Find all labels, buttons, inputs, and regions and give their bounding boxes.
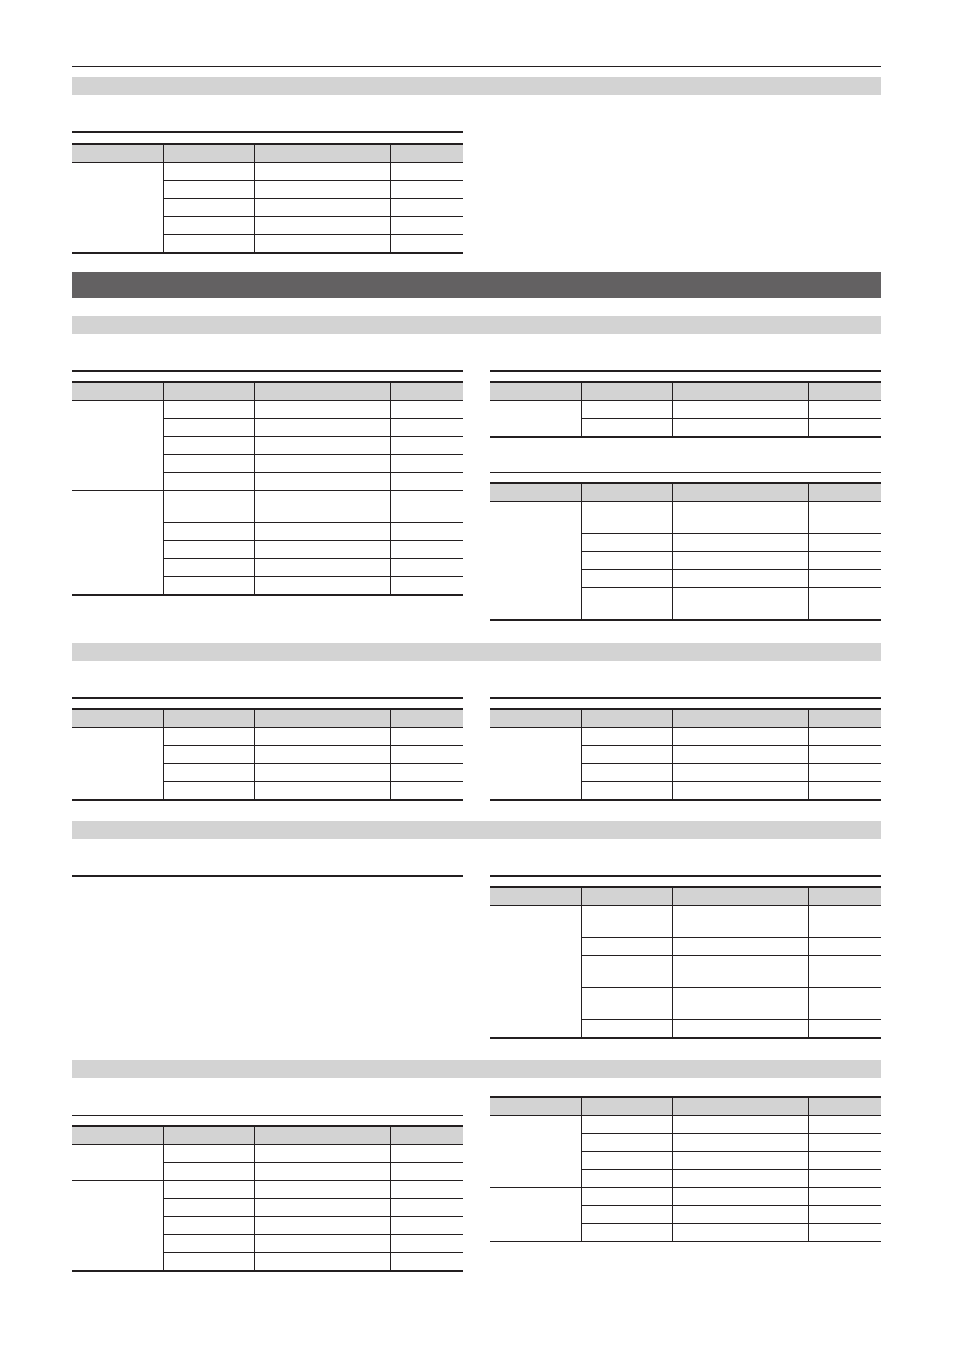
table-cell [672, 1170, 808, 1188]
column-header [808, 483, 881, 502]
table-cell [254, 746, 390, 764]
table-cell [581, 588, 672, 620]
table-cell [163, 235, 254, 253]
table-cell [163, 728, 254, 746]
table-cell [163, 577, 254, 595]
table-cell [163, 437, 254, 455]
table-cell [808, 1206, 881, 1224]
table-cell [163, 1235, 254, 1253]
table-cell [490, 728, 581, 800]
spec-table [72, 697, 463, 801]
table-cell [254, 782, 390, 800]
column-header [581, 483, 672, 502]
table-cell [390, 401, 463, 419]
section-band [72, 77, 881, 95]
table-cell [808, 782, 881, 800]
table-cell [581, 1152, 672, 1170]
table-cell [390, 163, 463, 181]
table-cell [163, 764, 254, 782]
table-cell [581, 746, 672, 764]
spec-table [490, 1096, 881, 1242]
column-header [390, 144, 463, 163]
table-cell [390, 181, 463, 199]
table-cell [254, 1253, 390, 1271]
table-cell [672, 570, 808, 588]
table-cell [163, 1199, 254, 1217]
table-cell [254, 199, 390, 217]
column-header [163, 382, 254, 401]
column-header [672, 382, 808, 401]
table-cell [163, 181, 254, 199]
table-cell [581, 1134, 672, 1152]
table-cell [254, 1217, 390, 1235]
table-cell [390, 437, 463, 455]
table-cell [390, 1235, 463, 1253]
table-cell [808, 764, 881, 782]
column-header [163, 1126, 254, 1145]
table-cell [390, 577, 463, 595]
table-cell [163, 523, 254, 541]
table-cell [163, 455, 254, 473]
table-cell [254, 577, 390, 595]
table-cell [390, 235, 463, 253]
table-cell [390, 1181, 463, 1199]
table-cell [390, 1217, 463, 1235]
table-cell [254, 523, 390, 541]
column-header [581, 709, 672, 728]
table-cell [163, 401, 254, 419]
table-cell [672, 1020, 808, 1038]
table-cell [808, 502, 881, 534]
table-cell [808, 1134, 881, 1152]
chapter-band [72, 272, 881, 298]
table-cell [581, 938, 672, 956]
section-band [72, 643, 881, 661]
table-cell [163, 1217, 254, 1235]
table-cell [581, 534, 672, 552]
column-header [672, 483, 808, 502]
column-header [72, 1126, 163, 1145]
table-cell [581, 1020, 672, 1038]
table-cell [581, 419, 672, 437]
table-cell [254, 181, 390, 199]
column-header [808, 709, 881, 728]
table-cell [390, 199, 463, 217]
table-cell [163, 541, 254, 559]
table-cell [808, 728, 881, 746]
column-header [254, 1126, 390, 1145]
table-cell [254, 1145, 390, 1163]
table-cell [254, 764, 390, 782]
table-cell [808, 1020, 881, 1038]
table-cell [581, 728, 672, 746]
spec-table [72, 131, 463, 254]
table-cell [163, 1163, 254, 1181]
table-cell [581, 1188, 672, 1206]
column-header [72, 709, 163, 728]
table-cell [808, 588, 881, 620]
table-cell [163, 1145, 254, 1163]
column-header [72, 382, 163, 401]
table-cell [163, 1181, 254, 1199]
spec-table [490, 697, 881, 801]
spec-table [490, 472, 881, 621]
column-header [254, 382, 390, 401]
table-cell [163, 163, 254, 181]
column-header [254, 709, 390, 728]
column-header [672, 709, 808, 728]
table-cell [581, 1224, 672, 1242]
table-cell [390, 491, 463, 523]
table-cell [808, 534, 881, 552]
table-cell [163, 746, 254, 764]
spec-table [490, 370, 881, 438]
table-cell [672, 588, 808, 620]
table-cell [390, 217, 463, 235]
table-cell [672, 956, 808, 988]
table-cell [490, 1116, 581, 1188]
table-cell [672, 746, 808, 764]
table-cell [163, 1253, 254, 1271]
table-cell [490, 1188, 581, 1242]
table-cell [808, 1116, 881, 1134]
table-cell [581, 552, 672, 570]
table-cell [581, 502, 672, 534]
table-cell [163, 419, 254, 437]
section-band [72, 1060, 881, 1078]
column-header [390, 709, 463, 728]
column-header [163, 709, 254, 728]
column-header [672, 887, 808, 906]
table-cell [672, 534, 808, 552]
table-cell [163, 491, 254, 523]
table-cell [808, 956, 881, 988]
table-cell [254, 473, 390, 491]
table-cell [254, 491, 390, 523]
table-cell [72, 728, 163, 800]
column-header [808, 887, 881, 906]
table-cell [808, 570, 881, 588]
table-cell [254, 1199, 390, 1217]
table-cell [163, 559, 254, 577]
table-cell [581, 1206, 672, 1224]
table-cell [808, 988, 881, 1020]
table-cell [808, 1224, 881, 1242]
table-cell [390, 473, 463, 491]
table-cell [254, 1163, 390, 1181]
table-cell [581, 988, 672, 1020]
column-header [163, 144, 254, 163]
table-cell [672, 1206, 808, 1224]
column-header [581, 1097, 672, 1116]
table-cell [672, 1152, 808, 1170]
column-header [490, 382, 581, 401]
table-cell [581, 401, 672, 419]
column-header [72, 144, 163, 163]
table-cell [672, 1224, 808, 1242]
column-header [490, 887, 581, 906]
table-cell [390, 541, 463, 559]
table-cell [808, 1170, 881, 1188]
column-header [390, 382, 463, 401]
table-cell [808, 746, 881, 764]
table-cell [72, 491, 163, 595]
table-cell [163, 199, 254, 217]
section-band [72, 821, 881, 839]
table-cell [672, 1134, 808, 1152]
table-cell [390, 782, 463, 800]
table-cell [672, 782, 808, 800]
table-cell [390, 728, 463, 746]
table-cell [72, 1181, 163, 1271]
table-cell [672, 552, 808, 570]
table-cell [490, 906, 581, 1038]
spec-table [490, 875, 881, 1039]
table-cell [672, 938, 808, 956]
table-cell [254, 419, 390, 437]
column-header [490, 709, 581, 728]
table-cell [581, 782, 672, 800]
table-cell [390, 1199, 463, 1217]
table-cell [390, 419, 463, 437]
table-cell [808, 419, 881, 437]
column-header [390, 1126, 463, 1145]
table-cell [808, 1152, 881, 1170]
table-cell [581, 956, 672, 988]
table-cell [390, 1253, 463, 1271]
table-cell [390, 455, 463, 473]
table-cell [390, 523, 463, 541]
header-rule [72, 66, 881, 67]
table-cell [390, 1145, 463, 1163]
table-cell [163, 782, 254, 800]
table-cell [254, 559, 390, 577]
table-cell [390, 559, 463, 577]
spec-table [72, 370, 463, 596]
table-cell [672, 906, 808, 938]
table-cell [672, 419, 808, 437]
table-cell [72, 1145, 163, 1181]
column-header [490, 1097, 581, 1116]
table-cell [254, 1235, 390, 1253]
table-cell [254, 235, 390, 253]
section-band [72, 316, 881, 334]
column-header [808, 382, 881, 401]
column-header [254, 144, 390, 163]
table-cell [581, 764, 672, 782]
column-header [672, 1097, 808, 1116]
table-cell [254, 728, 390, 746]
table-cell [254, 217, 390, 235]
table-cell [672, 988, 808, 1020]
table-cell [254, 1181, 390, 1199]
table-cell [581, 570, 672, 588]
table-cell [672, 401, 808, 419]
table-cell [672, 1116, 808, 1134]
table-cell [72, 401, 163, 491]
table-cell [581, 1116, 672, 1134]
table-cell [390, 764, 463, 782]
table-cell [672, 764, 808, 782]
table-cell [672, 502, 808, 534]
table-cell [808, 401, 881, 419]
table-cell [254, 437, 390, 455]
table-cell [490, 401, 581, 437]
table-cell [254, 163, 390, 181]
table-cell [808, 552, 881, 570]
table-cell [490, 502, 581, 620]
table-cell [390, 1163, 463, 1181]
table-rule [72, 875, 463, 877]
table-cell [808, 938, 881, 956]
table-cell [254, 541, 390, 559]
table-cell [808, 906, 881, 938]
table-cell [163, 473, 254, 491]
table-cell [163, 217, 254, 235]
spec-table [72, 1115, 463, 1272]
column-header [490, 483, 581, 502]
table-cell [808, 1188, 881, 1206]
column-header [581, 382, 672, 401]
group-cell [72, 163, 163, 253]
table-cell [581, 906, 672, 938]
column-header [808, 1097, 881, 1116]
table-cell [254, 455, 390, 473]
table-cell [672, 728, 808, 746]
column-header [581, 887, 672, 906]
table-cell [254, 401, 390, 419]
table-cell [672, 1188, 808, 1206]
table-cell [390, 746, 463, 764]
table-cell [581, 1170, 672, 1188]
